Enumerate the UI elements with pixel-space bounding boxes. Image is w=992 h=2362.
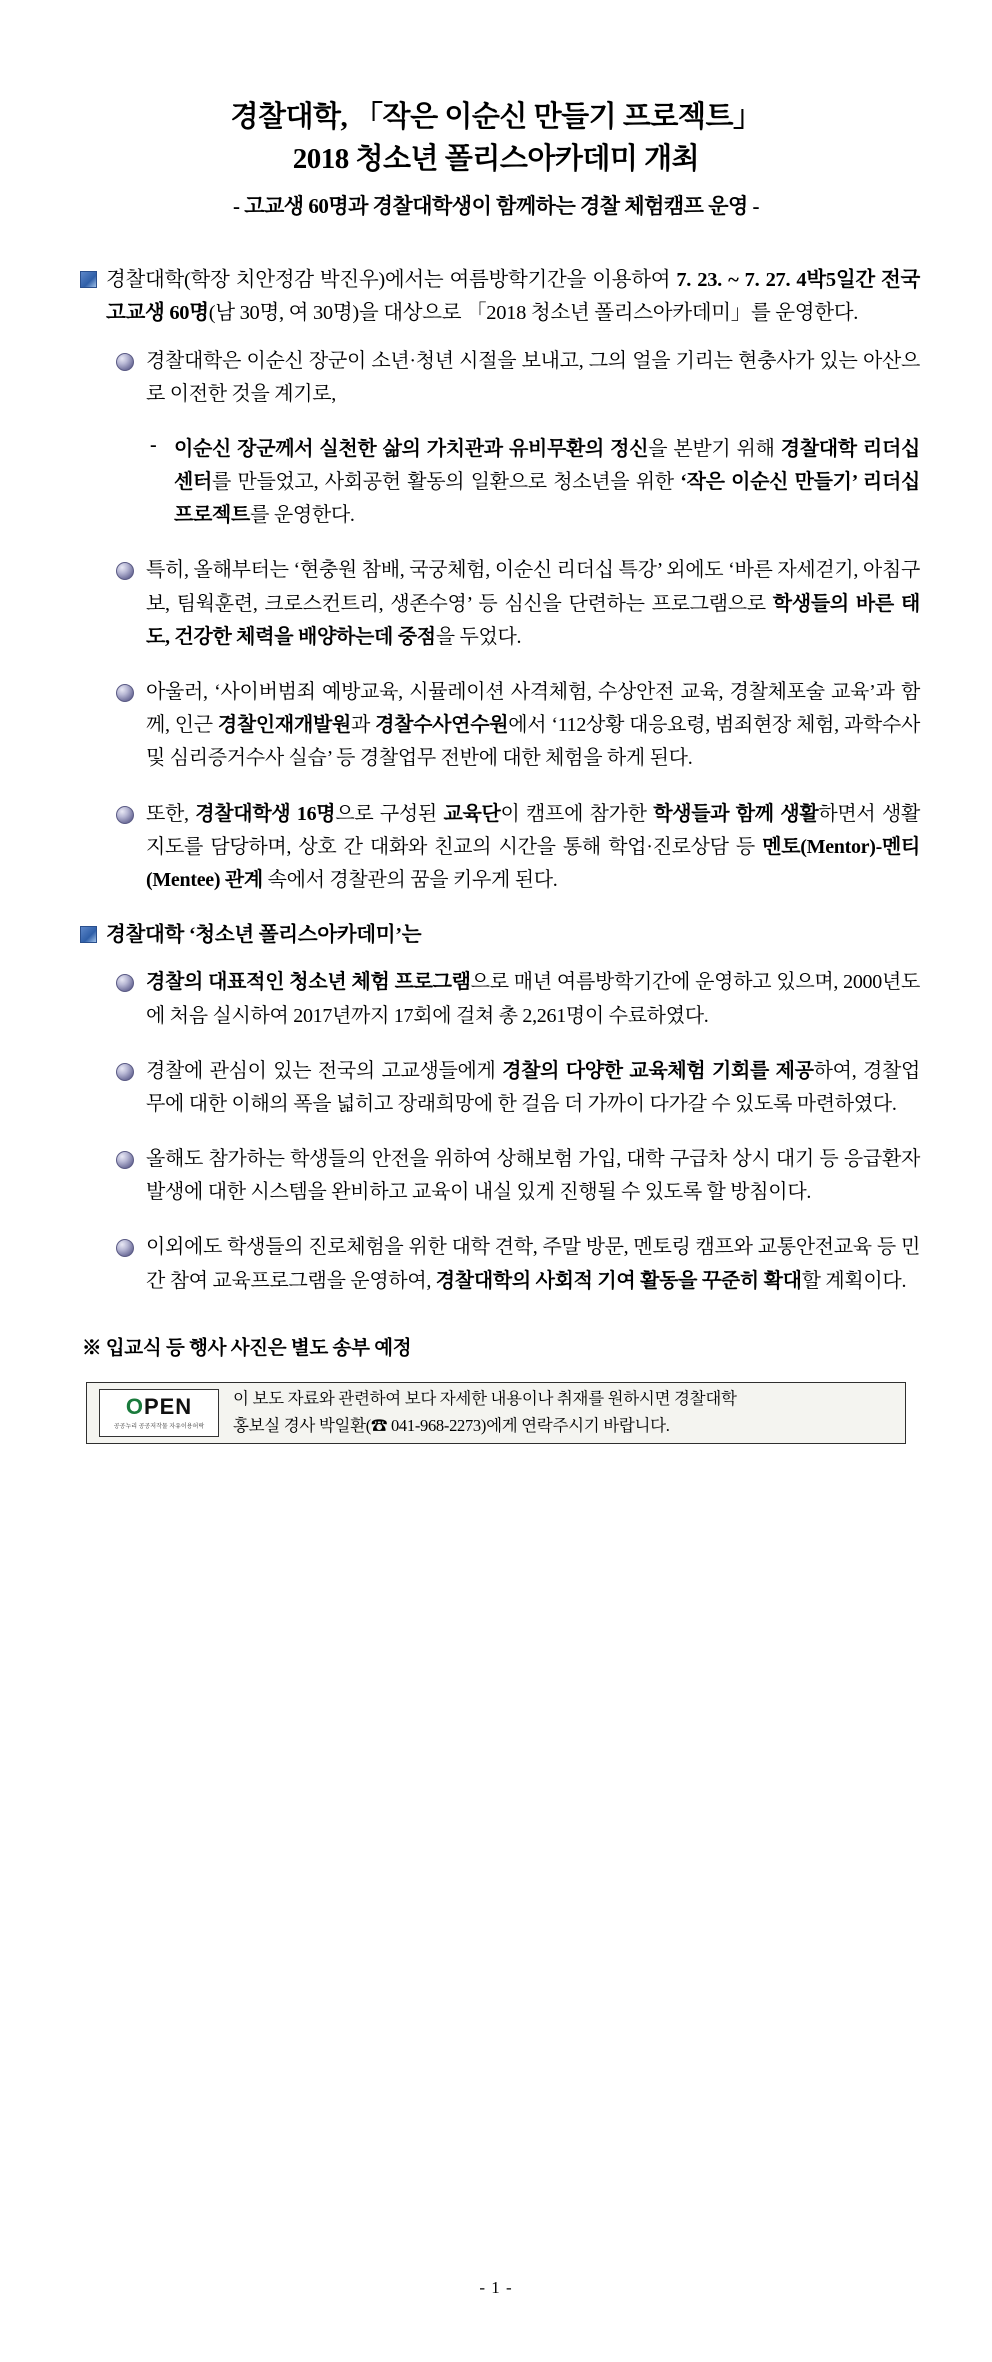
- contact-line-1: 이 보도 자료와 관련하여 보다 자세한 내용이나 취재를 원하시면 경찰대학: [233, 1389, 737, 1409]
- paragraph-text: 이외에도 학생들의 진로체험을 위한 대학 견학, 주말 방문, 멘토링 캠프와 교통안전교육 등 민간 참여 교육프로그램을 운영하여, 경찰대학의 사회적 기여 활동을 꾸준히 확대할 계획이다.: [146, 1236, 920, 1292]
- page-number: - 1 -: [479, 2278, 513, 2297]
- paragraph-opportunity: [116, 1055, 920, 1121]
- contact-line-2: 홍보실 경사 박일환(☎ 041-968-2273)에게 연락주시기 바랍니다.: [233, 1415, 670, 1435]
- open-logo-letter-o: O: [125, 1393, 144, 1419]
- circle-bullet-icon: [116, 798, 146, 829]
- circle-bullet-icon: [116, 345, 146, 376]
- circle-bullet-icon: [116, 966, 146, 997]
- page-title-line-1: 경찰대학, 「작은 이순신 만들기 프로젝트」: [230, 101, 762, 133]
- page-subtitle: - 고교생 60명과 경찰대학생이 함께하는 경찰 체험캠프 운영 -: [232, 194, 760, 219]
- dash-bullet-icon: -: [150, 433, 157, 456]
- circle-bullet-shape: [116, 806, 134, 824]
- circle-bullet-shape: [116, 562, 134, 580]
- paragraph-police-experience: [116, 676, 920, 776]
- paragraph-safety-measures: [116, 1143, 920, 1209]
- circle-bullet-shape: [116, 974, 134, 992]
- page-title-line-2: 2018 청소년 폴리스아카데미 개최: [292, 143, 700, 176]
- paragraph-text: 경찰의 대표적인 청소년 체험 프로그램으로 매년 여름방학기간에 운영하고 있으며, 2000년도에 처음 실시하여 2017년까지 17회에 걸쳐 총 2,261명이 수료하였다.: [146, 971, 920, 1027]
- circle-bullet-icon: [116, 1231, 146, 1262]
- photo-note: ※ 입교식 등 행사 사진은 별도 송부 예정: [82, 1337, 412, 1359]
- open-logo-letters-pen: PEN: [143, 1393, 193, 1419]
- paragraph-text: 또한, 경찰대학생 16명으로 구성된 교육단이 캠프에 참가한 학생들과 함께 생활하면서 생활지도를 담당하며, 상호 간 대화와 친교의 시간을 통해 학업·진로상담 등 멘토(Mentor)-멘티(Mentee) 관계 속에서 경찰관의 꿈을 키우게 된다.: [146, 802, 920, 891]
- square-bullet-shape: [80, 271, 97, 288]
- open-logo-wordmark: [125, 1393, 193, 1419]
- circle-bullet-shape: [116, 353, 134, 371]
- square-bullet-icon: [80, 264, 106, 293]
- paragraph-text: 이순신 장군께서 실천한 삶의 가치관과 유비무환의 정신을 본받기 위해 경찰대학 리더십센터를 만들었고, 사회공헌 활동의 일환으로 청소년을 위한 ‘작은 이순신 만들기’ 리더십 프로젝트를 운영한다.: [174, 437, 920, 527]
- document-body: [72, 264, 920, 1298]
- paragraph-program-contents: [116, 554, 920, 654]
- paragraph-future-plans: [116, 1231, 920, 1297]
- paragraph-text: 경찰대학은 이순신 장군이 소년·청년 시절을 보내고, 그의 얼을 기리는 현충사가 있는 아산으로 이전한 것을 계기로,: [146, 349, 920, 405]
- open-logo-subtext: 공공누리 공공저작물 자유이용허락: [113, 1423, 205, 1430]
- circle-bullet-shape: [116, 684, 134, 702]
- circle-bullet-shape: [116, 1239, 134, 1257]
- paragraph-academy-overview-heading: [80, 919, 920, 952]
- paragraph-text: 경찰대학(학장 치안정감 박진우)에서는 여름방학기간을 이용하여 7. 23. ~ 7. 27. 4박5일간 전국 고교생 60명(남 30명, 여 30명)을 대상으로 「2018 청소년 폴리스아카데미」를 운영한다.: [106, 269, 920, 325]
- contact-text: [233, 1386, 893, 1439]
- paragraph-text: 경찰에 관심이 있는 전국의 고교생들에게 경찰의 다양한 교육체험 기회를 제공하여, 경찰업무에 대한 이해의 폭을 넓히고 장래희망에 한 걸음 더 가까이 다가갈 수 있도록 마련하였다.: [146, 1059, 921, 1115]
- paragraph-text: 특히, 올해부터는 ‘현충원 참배, 국궁체험, 이순신 리더십 특강’ 외에도 ‘바른 자세걷기, 아침구보, 팀웍훈련, 크로스컨트리, 생존수영’ 등 심신을 단련하는 프로그램으로 학생들의 바른 태도, 건강한 체력을 배양하는데 중점을 두었다.: [146, 559, 920, 648]
- circle-bullet-shape: [116, 1063, 134, 1081]
- paragraph-intro-paragraph: [80, 264, 920, 330]
- paragraph-text: 경찰대학 ‘청소년 폴리스아카데미’는: [106, 924, 422, 947]
- paragraph-text: 올해도 참가하는 학생들의 안전을 위하여 상해보험 가입, 대학 구급차 상시 대기 등 응급환자 발생에 대한 시스템을 완비하고 교육이 내실 있게 진행될 수 있도록 할 방침이다.: [146, 1148, 920, 1204]
- paragraph-history-stats: [116, 966, 920, 1032]
- square-bullet-shape: [80, 926, 97, 943]
- paragraph-text: 아울러, ‘사이버범죄 예방교육, 시뮬레이션 사격체험, 수상안전 교육, 경찰체포술 교육’과 함께, 인근 경찰인재개발원과 경찰수사연수원에서 ‘112상황 대응요령, 범죄현장 체험, 과학수사 및 심리증거수사 실습’ 등 경찰업무 전반에 대한 체험을 하게 된다.: [146, 681, 920, 770]
- circle-bullet-icon: [116, 554, 146, 585]
- paragraph-mentoring: [116, 798, 920, 898]
- square-bullet-icon: [80, 919, 106, 948]
- paragraph-asan-relocation: [116, 345, 920, 411]
- open-license-box: [86, 1382, 906, 1444]
- circle-bullet-icon: [116, 1143, 146, 1174]
- open-logo-icon: [99, 1389, 219, 1437]
- title-block: [72, 96, 920, 220]
- circle-bullet-icon: [116, 676, 146, 707]
- paragraph-leadership-center: [150, 433, 920, 533]
- circle-bullet-icon: [116, 1055, 146, 1086]
- circle-bullet-shape: [116, 1151, 134, 1169]
